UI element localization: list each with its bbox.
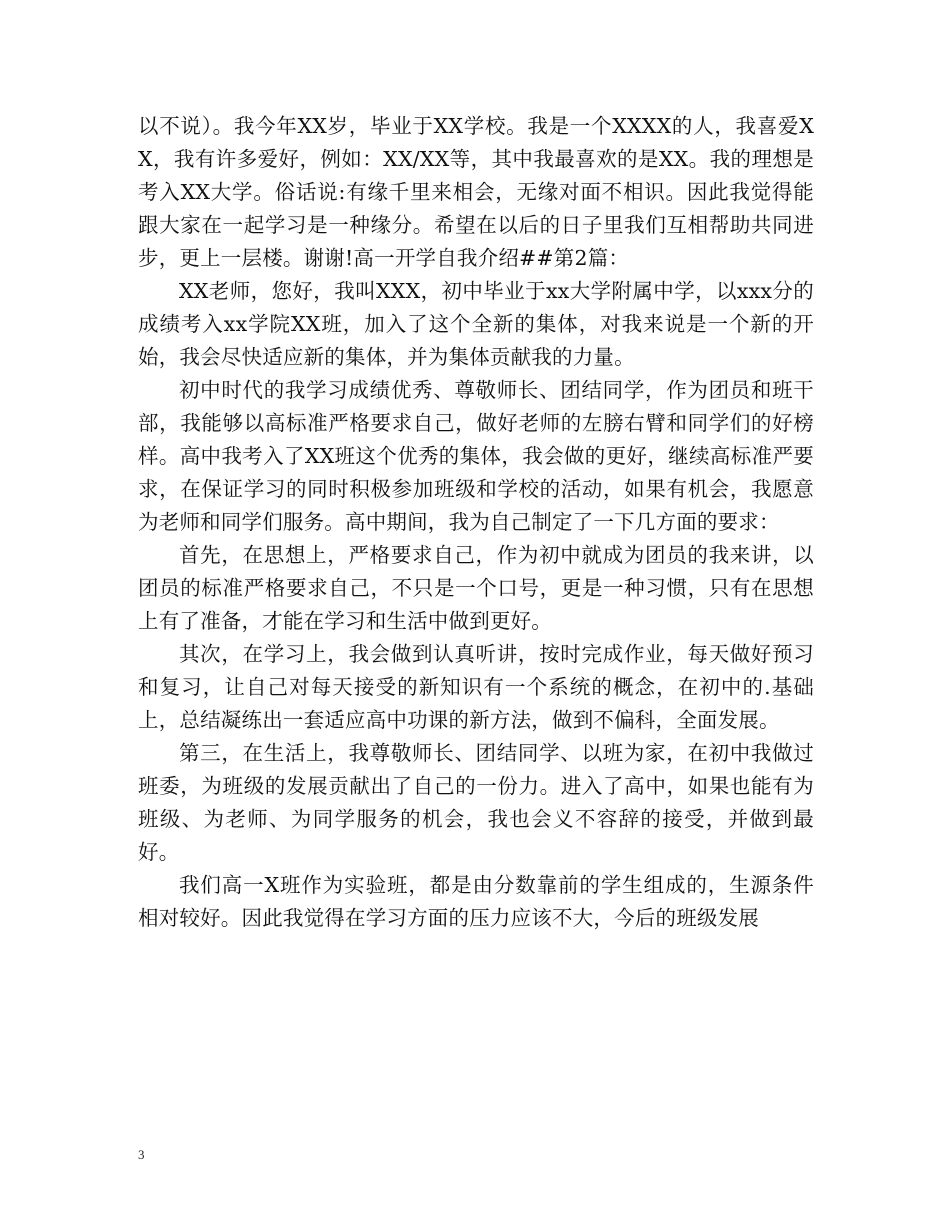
paragraph-6: 第三，在生活上，我尊敬师长、团结同学、以班为家，在初中我做过班委，为班级的发展贡献出了自己的一份力。进入了高中，如果也能有为班级、为老师、为同学服务的机会，我也会义不容辞的接受，并做到最好。: [138, 741, 814, 864]
paragraph-1: 以不说）。我今年XX岁，毕业于XX学校。我是一个XXXX的人，我喜爱XX，我有许多爱好，例如：XX/XX等，其中我最喜欢的是XX。我的理想是考入XX大学。俗话说:有缘千里来相会，无缘对面不相识。因此我觉得能跟大家在一起学习是一种缘分。希望在以后的日子里我们互相帮助共同进步，更上一层楼。谢谢!高一开学自我介绍##第2篇：: [138, 114, 814, 270]
paragraph-5: 其次，在学习上，我会做到认真听讲，按时完成作业，每天做好预习和复习，让自己对每天接受的新知识有一个系统的概念，在初中的.基础上，总结凝练出一套适应高中功课的新方法，做到不偏科，全面发展。: [138, 642, 814, 732]
paragraph-4: 首先，在思想上，严格要求自己，作为初中就成为团员的我来讲，以团员的标准严格要求自己，不只是一个口号，更是一种习惯，只有在思想上有了准备，才能在学习和生活中做到更好。: [138, 543, 814, 633]
document-body: [138, 110, 814, 935]
paragraph-3: 初中时代的我学习成绩优秀、尊敬师长、团结同学，作为团员和班干部，我能够以高标准严格要求自己，做好老师的左膀右臂和同学们的好榜样。高中我考入了XX班这个优秀的集体，我会做的更好，继续高标准严要求，在保证学习的同时积极参加班级和学校的活动，如果有机会，我愿意为老师和同学们服务。高中期间，我为自己制定了一下几方面的要求：: [138, 378, 814, 534]
paragraph-2: XX老师，您好，我叫XXX，初中毕业于xx大学附属中学，以xxx分的成绩考入xx学院XX班，加入了这个全新的集体，对我来说是一个新的开始，我会尽快适应新的集体，并为集体贡献我的力量。: [138, 279, 814, 369]
page-number: 3: [138, 1147, 145, 1162]
paragraph-7: 我们高一X班作为实验班，都是由分数靠前的学生组成的，生源条件相对较好。因此我觉得在学习方面的压力应该不大，今后的班级发展: [138, 873, 814, 930]
